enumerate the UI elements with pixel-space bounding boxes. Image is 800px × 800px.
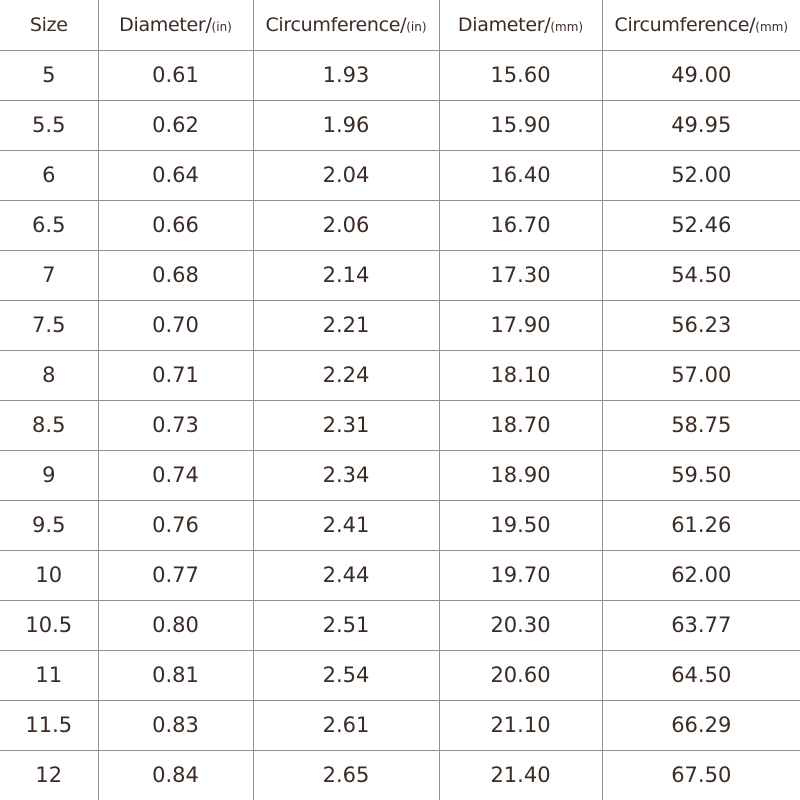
cell-size: 9.5 [0,500,98,550]
cell-circumference-mm: 62.00 [602,550,800,600]
header-row [0,0,800,50]
table-row [0,550,800,600]
table-row [0,50,800,100]
cell-circumference-mm: 54.50 [602,250,800,300]
cell-diameter-mm: 21.10 [439,700,602,750]
table-row [0,750,800,800]
cell-size: 6 [0,150,98,200]
header-size [0,0,98,50]
cell-size: 12 [0,750,98,800]
cell-diameter-in: 0.83 [98,700,253,750]
cell-circumference-mm: 61.26 [602,500,800,550]
table-row [0,450,800,500]
cell-size: 9 [0,450,98,500]
header-circumference-in [253,0,439,50]
cell-circumference-in: 1.93 [253,50,439,100]
table-row [0,400,800,450]
cell-diameter-in: 0.68 [98,250,253,300]
cell-size: 8 [0,350,98,400]
cell-circumference-in: 2.34 [253,450,439,500]
header-circumference-mm [602,0,800,50]
header-unit: (in) [211,19,232,34]
cell-circumference-mm: 49.00 [602,50,800,100]
cell-diameter-in: 0.61 [98,50,253,100]
cell-circumference-mm: 56.23 [602,300,800,350]
table-body [0,50,800,800]
cell-circumference-in: 2.61 [253,700,439,750]
cell-diameter-mm: 21.40 [439,750,602,800]
cell-circumference-mm: 58.75 [602,400,800,450]
header-label: Circumference/ [265,13,407,36]
cell-circumference-in: 2.31 [253,400,439,450]
table-row [0,600,800,650]
header-unit: (mm) [755,19,789,34]
cell-size: 7.5 [0,300,98,350]
cell-diameter-in: 0.66 [98,200,253,250]
cell-diameter-mm: 16.70 [439,200,602,250]
cell-diameter-in: 0.84 [98,750,253,800]
cell-diameter-mm: 17.30 [439,250,602,300]
cell-size: 10.5 [0,600,98,650]
header-diameter-mm [439,0,602,50]
cell-size: 11.5 [0,700,98,750]
cell-size: 7 [0,250,98,300]
cell-diameter-in: 0.62 [98,100,253,150]
cell-size: 5 [0,50,98,100]
cell-circumference-mm: 57.00 [602,350,800,400]
cell-diameter-mm: 19.50 [439,500,602,550]
table-row [0,650,800,700]
cell-size: 8.5 [0,400,98,450]
cell-circumference-in: 2.44 [253,550,439,600]
cell-circumference-in: 2.51 [253,600,439,650]
table-row [0,100,800,150]
cell-circumference-mm: 52.00 [602,150,800,200]
cell-size: 10 [0,550,98,600]
cell-circumference-mm: 66.29 [602,700,800,750]
header-label: Size [29,13,68,36]
cell-diameter-mm: 15.90 [439,100,602,150]
cell-circumference-mm: 52.46 [602,200,800,250]
header-diameter-in [98,0,253,50]
cell-diameter-in: 0.73 [98,400,253,450]
cell-diameter-in: 0.80 [98,600,253,650]
cell-diameter-mm: 17.90 [439,300,602,350]
cell-diameter-in: 0.76 [98,500,253,550]
cell-circumference-mm: 59.50 [602,450,800,500]
cell-diameter-in: 0.64 [98,150,253,200]
header-label: Diameter/ [457,13,551,36]
cell-diameter-mm: 19.70 [439,550,602,600]
cell-circumference-mm: 67.50 [602,750,800,800]
cell-circumference-mm: 64.50 [602,650,800,700]
cell-circumference-mm: 63.77 [602,600,800,650]
cell-diameter-in: 0.74 [98,450,253,500]
table-row [0,250,800,300]
cell-circumference-in: 1.96 [253,100,439,150]
cell-circumference-in: 2.24 [253,350,439,400]
cell-diameter-mm: 18.70 [439,400,602,450]
cell-circumference-in: 2.04 [253,150,439,200]
table-row [0,150,800,200]
cell-size: 6.5 [0,200,98,250]
cell-circumference-in: 2.14 [253,250,439,300]
header-label: Diameter/ [119,13,212,36]
cell-diameter-mm: 20.60 [439,650,602,700]
cell-diameter-in: 0.71 [98,350,253,400]
cell-circumference-in: 2.41 [253,500,439,550]
cell-circumference-in: 2.21 [253,300,439,350]
table-row [0,350,800,400]
table-row [0,500,800,550]
cell-diameter-mm: 18.90 [439,450,602,500]
cell-diameter-mm: 18.10 [439,350,602,400]
cell-diameter-mm: 15.60 [439,50,602,100]
cell-circumference-mm: 49.95 [602,100,800,150]
cell-circumference-in: 2.54 [253,650,439,700]
cell-circumference-in: 2.06 [253,200,439,250]
cell-diameter-mm: 16.40 [439,150,602,200]
table-row [0,700,800,750]
header-label: Circumference/ [614,13,756,36]
cell-diameter-in: 0.81 [98,650,253,700]
cell-diameter-in: 0.70 [98,300,253,350]
header-unit: (mm) [550,19,584,34]
cell-circumference-in: 2.65 [253,750,439,800]
cell-diameter-mm: 20.30 [439,600,602,650]
cell-size: 11 [0,650,98,700]
header-unit: (in) [406,19,427,34]
table-row [0,300,800,350]
cell-size: 5.5 [0,100,98,150]
cell-diameter-in: 0.77 [98,550,253,600]
table-row [0,200,800,250]
